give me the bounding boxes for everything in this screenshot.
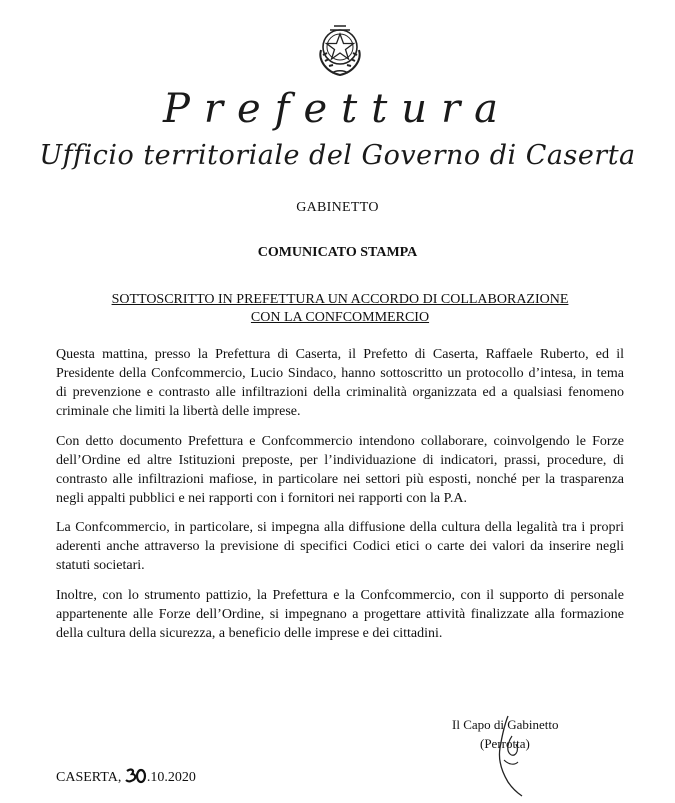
paragraph-3: La Confcommercio, in particolare, si impegna alla diffusione della cultura della legalità tra i propri aderenti anche attraverso la previsione di specifici Codici etici o carte dei valori da inserire negli statuti societari. — [56, 520, 624, 573]
handwritten-day-icon — [125, 768, 147, 784]
paragraph-4: Inoltre, con lo strumento pattizio, la Prefettura e la Confcommercio, con il supporto di personale appartenente alle Forze dell’Ordine, si impegnano a progettare attività finalizzate alla formazione della cultura della sicurezza, a beneficio delle imprese e dei cittadini. — [56, 588, 624, 641]
signatory-name: (Perrotta) — [480, 736, 530, 751]
handwritten-signature-icon — [478, 712, 538, 798]
headline-line-1: SOTTOSCRITTO IN PREFETTURA UN ACCORDO DI COLLABORAZIONE — [111, 292, 569, 307]
headline-line-2: CON LA CONFCOMMERCIO — [250, 310, 430, 325]
signatory-role: Il Capo di Gabinetto — [452, 717, 559, 732]
document-type-label: COMUNICATO STAMPA — [257, 245, 418, 260]
place-label: CASERTA, — [56, 770, 122, 785]
date-rest: .10.2020 — [146, 770, 196, 785]
title-ufficio-territoriale: Ufficio territoriale del Governo di Caserta — [39, 140, 636, 171]
title-prefettura: Prefettura — [162, 86, 513, 132]
headline — [60, 291, 620, 327]
place-and-date — [56, 768, 196, 786]
paragraph-2: Con detto documento Prefettura e Confcommercio intendono collaborare, coinvolgendo le Forze dell’Ordine ed altre Istituzioni preposte, per l’individuazione di indicatori, prassi, procedure, di contrasto alle infiltrazioni mafiose, in particolare nei settori più esposti, nonché per la trasparenza negli appalti pubblici e nei rapporti con i fornitori nei rapporti con la P.A. — [56, 434, 624, 506]
office-label: GABINETTO — [296, 200, 379, 215]
paragraph-1: Questa mattina, presso la Prefettura di Caserta, il Prefetto di Caserta, Raffaele Ruberto, ed il Presidente della Confcommercio, Lucio Sindaco, hanno sottoscritto un protocollo d’intesa, in tema di prevenzione e contrasto alle infiltrazioni della criminalità organizzata ed a qualsiasi fenomeno criminale che limiti la libertà delle imprese. — [56, 347, 624, 419]
italian-republic-emblem-icon — [312, 20, 368, 78]
